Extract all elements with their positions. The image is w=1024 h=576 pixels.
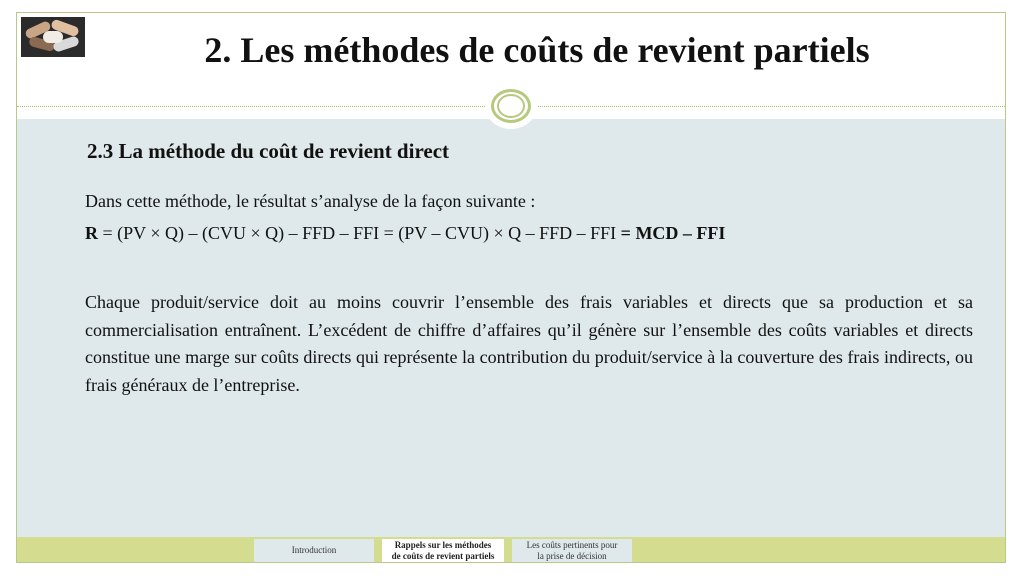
formula-r-label: R [85,223,98,243]
hands-together-logo [21,17,85,57]
tab-couts-pertinents[interactable] [512,539,632,562]
explanation-paragraph: Chaque produit/service doit au moins couvrir l’ensemble des frais variables et directs que sa production et sa commercialisation entraînent. L’excédent de chiffre d’affaires qu’il génère sur l’ensemble des coûts variables et directs constitue une marge sur coûts directs qui représente la contribution du produit/service à la couverture des frais indirects, ou frais généraux de l’entreprise. [85,292,973,395]
result-formula [85,223,725,244]
tab-introduction[interactable] [254,539,374,562]
tab-rappels-label: Rappels sur les méthodes de coûts de revient partiels [391,539,495,561]
formula-result: MCD – FFI [630,223,726,243]
tab-rappels-methodes[interactable] [382,539,504,562]
tab-introduction-label: Introduction [291,545,337,555]
slide-title: 2. Les méthodes de coûts de revient partiels [204,30,870,70]
slide-content [17,119,1005,537]
slide-frame [16,12,1006,563]
footer-nav [17,537,1005,563]
double-ring-ornament-icon [485,83,537,129]
intro-text: Dans cette méthode, le résultat s’analyse de la façon suivante : [85,191,536,211]
formula-expression: = (PV × Q) – (CVU × Q) – FFD – FFI = (PV – CVU) × Q – FFD – FFI [98,223,621,243]
section-subtitle: 2.3 La méthode du coût de revient direct [87,139,450,163]
tab-couts-label: Les coûts pertinents pour la prise de décision [526,539,618,561]
formula-equals: = [620,223,631,243]
